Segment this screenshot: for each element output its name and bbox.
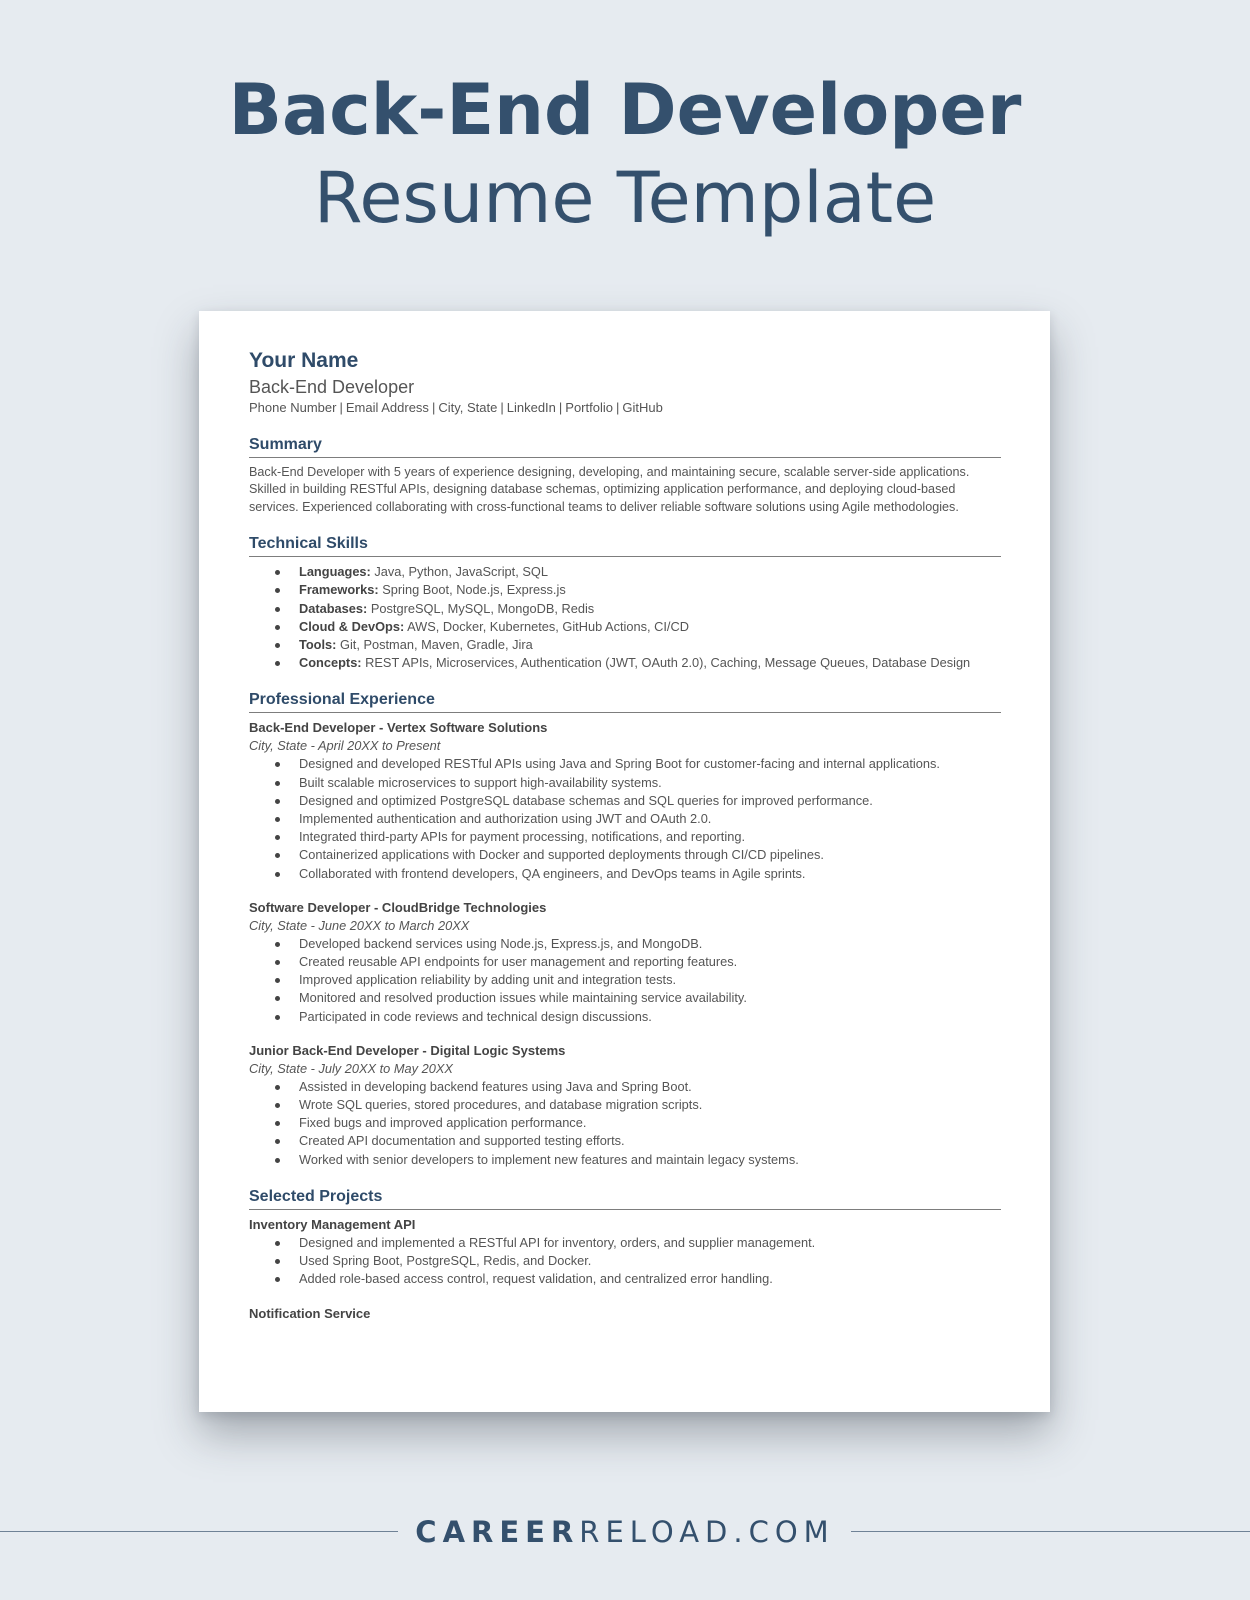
bullet-item: Assisted in developing backend features using Java and Spring Boot. bbox=[299, 1078, 1001, 1096]
bullet-item: Worked with senior developers to implement new features and maintain legacy systems. bbox=[299, 1151, 1001, 1169]
bullet-item: Integrated third-party APIs for payment processing, notifications, and reporting. bbox=[299, 828, 1001, 846]
contact-location: City, State bbox=[438, 400, 498, 415]
experience-section bbox=[249, 690, 1001, 1168]
experience-heading: Professional Experience bbox=[249, 690, 1001, 713]
skill-label: Cloud & DevOps: bbox=[299, 618, 405, 634]
role-location-dates: City, State - July 20XX to May 20XX bbox=[249, 1060, 453, 1076]
project-entry bbox=[249, 1305, 1001, 1323]
bullet-item: Fixed bugs and improved application performance. bbox=[299, 1114, 1001, 1132]
summary-heading: Summary bbox=[249, 435, 1001, 458]
bullet-item: Created reusable API endpoints for user management and reporting features. bbox=[299, 953, 1001, 971]
experience-entry bbox=[249, 899, 1001, 1026]
skill-label: Languages: bbox=[299, 564, 371, 580]
contact-phone: Phone Number bbox=[249, 400, 337, 415]
resume-page bbox=[199, 311, 1050, 1412]
bullet-item: Implemented authentication and authorization using JWT and OAuth 2.0. bbox=[299, 810, 1001, 828]
role-bullets bbox=[249, 755, 1001, 882]
footer-brand bbox=[0, 1515, 1250, 1549]
role-bullets bbox=[249, 1078, 1001, 1169]
contact-linkedin: LinkedIn bbox=[506, 400, 556, 415]
bullet-item: Built scalable microservices to support high-availability systems. bbox=[299, 774, 1001, 792]
role-location-dates: City, State - April 20XX to Present bbox=[249, 738, 441, 754]
hero-header bbox=[0, 66, 1250, 242]
skills-section bbox=[249, 534, 1001, 672]
bullet-item: Wrote SQL queries, stored procedures, and database migration scripts. bbox=[299, 1096, 1001, 1114]
skill-value: Spring Boot, Node.js, Express.js bbox=[378, 582, 566, 598]
footer-brand-strong: CAREER bbox=[415, 1515, 580, 1549]
skill-item bbox=[299, 618, 1001, 636]
role-location-dates: City, State - June 20XX to March 20XX bbox=[249, 917, 470, 933]
hero-title: Back-End Developer bbox=[228, 69, 1022, 151]
skill-item bbox=[299, 563, 1001, 581]
skill-value: AWS, Docker, Kubernetes, GitHub Actions, CI/CD bbox=[404, 618, 689, 634]
contact-github: GitHub bbox=[622, 400, 663, 415]
hero-subtitle: Resume Template bbox=[313, 157, 937, 239]
footer-brand-light: RELOAD.COM bbox=[579, 1515, 835, 1549]
skill-label: Tools: bbox=[299, 637, 337, 653]
bullet-item: Added role-based access control, request validation, and centralized error handling. bbox=[299, 1270, 1001, 1288]
role-title: Back-End Developer - Vertex Software Solutions bbox=[249, 720, 548, 736]
skill-item bbox=[299, 600, 1001, 618]
projects-heading: Selected Projects bbox=[249, 1187, 1001, 1210]
skills-heading: Technical Skills bbox=[249, 534, 1001, 557]
skill-value: Git, Postman, Maven, Gradle, Jira bbox=[336, 637, 533, 653]
bullet-item: Used Spring Boot, PostgreSQL, Redis, and Docker. bbox=[299, 1252, 1001, 1270]
summary-text: Back-End Developer with 5 years of experience designing, developing, and maintaining secure, scalable server-side applications. Skilled in building RESTful APIs, designing database schemas, optimizing application performance, and deploying cloud-based services. Experienced collaborating with cross-functional teams to deliver reliable software solutions using Agile methodologies. bbox=[249, 465, 970, 514]
skill-label: Concepts: bbox=[299, 655, 362, 671]
bullet-item: Participated in code reviews and technical design discussions. bbox=[299, 1008, 1001, 1026]
skill-value: Java, Python, JavaScript, SQL bbox=[370, 564, 548, 580]
experience-entry bbox=[249, 719, 1001, 882]
role-title: Junior Back-End Developer - Digital Logic Systems bbox=[249, 1042, 566, 1058]
skill-value: PostgreSQL, MySQL, MongoDB, Redis bbox=[367, 600, 595, 616]
footer bbox=[0, 1515, 1250, 1551]
skill-label: Frameworks: bbox=[299, 582, 379, 598]
role-bullets bbox=[249, 935, 1001, 1026]
project-title: Notification Service bbox=[249, 1305, 371, 1321]
project-bullets bbox=[249, 1234, 1001, 1289]
contact-line: Phone Number | Email Address | City, State | LinkedIn | Portfolio | GitHub bbox=[249, 400, 663, 415]
resume-job-title: Back-End Developer bbox=[249, 377, 415, 397]
bullet-item: Designed and developed RESTful APIs using Java and Spring Boot for customer-facing and internal applications. bbox=[299, 755, 1001, 773]
role-title: Software Developer - CloudBridge Technologies bbox=[249, 899, 547, 915]
bullet-item: Containerized applications with Docker and supported deployments through CI/CD pipelines. bbox=[299, 846, 1001, 864]
skill-item bbox=[299, 636, 1001, 654]
bullet-item: Collaborated with frontend developers, QA engineers, and DevOps teams in Agile sprints. bbox=[299, 865, 1001, 883]
projects-section bbox=[249, 1187, 1001, 1323]
project-entry bbox=[249, 1216, 1001, 1289]
bullet-item: Monitored and resolved production issues while maintaining service availability. bbox=[299, 989, 1001, 1007]
contact-portfolio: Portfolio bbox=[565, 400, 613, 415]
bullet-item: Designed and optimized PostgreSQL database schemas and SQL queries for improved performance. bbox=[299, 792, 1001, 810]
experience-entry bbox=[249, 1042, 1001, 1169]
skill-item bbox=[299, 654, 1001, 672]
resume-name: Your Name bbox=[249, 349, 359, 372]
bullet-item: Created API documentation and supported testing efforts. bbox=[299, 1132, 1001, 1150]
contact-email: Email Address bbox=[345, 400, 429, 415]
skill-value: REST APIs, Microservices, Authentication (JWT, OAuth 2.0), Caching, Message Queues, Database Design bbox=[361, 655, 971, 671]
bullet-item: Designed and implemented a RESTful API for inventory, orders, and supplier management. bbox=[299, 1234, 1001, 1252]
project-title: Inventory Management API bbox=[249, 1216, 416, 1232]
skill-label: Databases: bbox=[299, 600, 368, 616]
skills-list bbox=[249, 563, 1001, 672]
bullet-item: Developed backend services using Node.js, Express.js, and MongoDB. bbox=[299, 935, 1001, 953]
skill-item bbox=[299, 581, 1001, 599]
bullet-item: Improved application reliability by adding unit and integration tests. bbox=[299, 971, 1001, 989]
summary-section bbox=[249, 435, 1001, 516]
